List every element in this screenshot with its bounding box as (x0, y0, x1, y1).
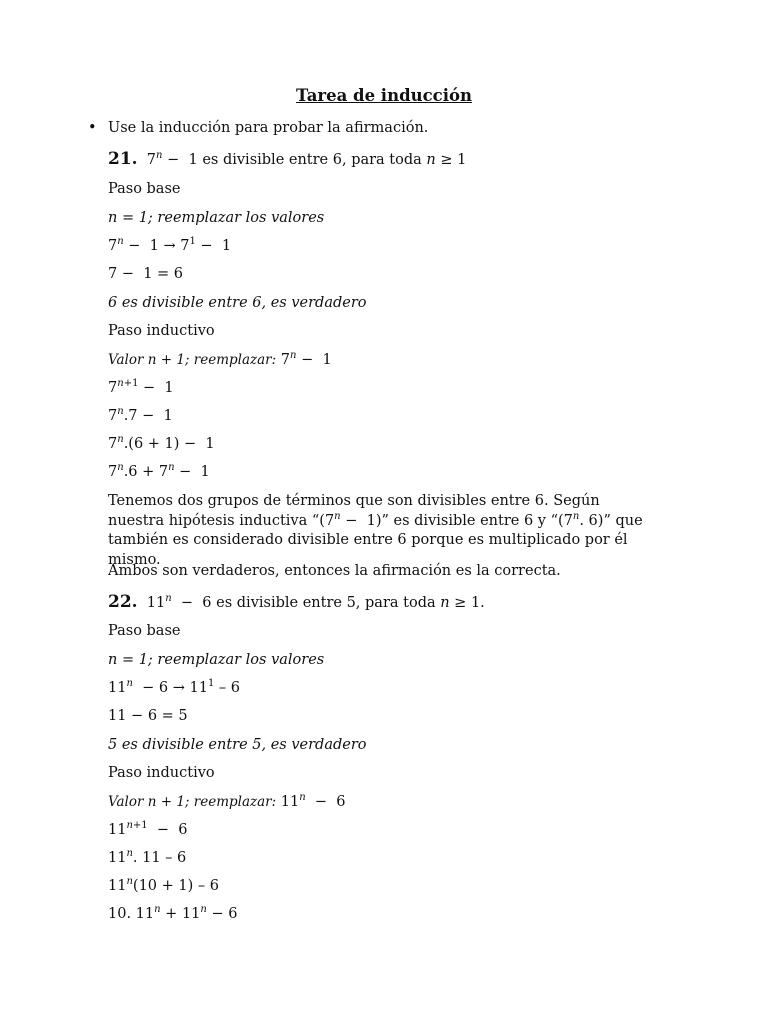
problem-22-number: 22 (108, 592, 132, 612)
problem-22-statement: 22. 11$^n$ − 6 es divisible entre 5, para toda n ≥ 1. (108, 592, 485, 612)
problem-21-base-step-2: 7 − 1 = 6 (108, 266, 184, 282)
problem-21-step-1: $7^{n+1} - 1$ (108, 378, 174, 396)
problem-22-base-step-2: 11 − 6 = 5 (108, 708, 188, 724)
problem-21-base-step-1: $7^n - 1 \to 7^1 - 1$ (108, 236, 232, 254)
problem-22-step-3: $11^n(10 + 1) - 6$ (108, 876, 219, 894)
problem-22-step-1: $11^{n+1} - 6$ (108, 820, 188, 838)
problem-22-step-2: 11$^n$. 11 – 6 (108, 848, 187, 866)
problem-21-base-n: n = 1; reemplazar los valores (108, 210, 325, 226)
instruction-bullet (88, 120, 428, 136)
bullet-icon: • (88, 120, 97, 136)
problem-21-inductive-label: Paso inductivo (108, 323, 215, 339)
problem-22-base-label: Paso base (108, 623, 181, 639)
problem-21-step-4: $7^n.6 + 7^n - 1$ (108, 462, 210, 480)
problem-21-number: 21 (108, 149, 132, 169)
instruction-text: Use la inducción para probar la afirmación. (108, 120, 429, 136)
problem-21-explanation: Tenemos dos grupos de términos que son divisibles entre 6. Según nuestra hipótesis inductiva “$(7^n - 1)$” es divisible entre 6 y “(7$^n$. 6)” que también es considerado divisible entre 6 porque es multiplicado por él mismo. (108, 493, 643, 568)
problem-22-base-n: n = 1; reemplazar los valores (108, 652, 325, 668)
problem-22-inductive-value: Valor n + 1; reemplazar: 11$^n$ − 6 (108, 792, 346, 810)
problem-22-base-truth: 5 es divisible entre 5, es verdadero (108, 737, 367, 753)
problem-22-statement-text: es divisible entre 5, para toda (216, 595, 436, 611)
problem-21-statement-text: es divisible entre 6, para toda (202, 152, 422, 168)
problem-21-conclusion: Ambos son verdaderos, entonces la afirmación es la correcta. (108, 563, 561, 579)
problem-21-statement: 21. $7^n - 1$ es divisible entre 6, para toda n ≥ 1 (108, 149, 467, 169)
problem-21-base-truth: 6 es divisible entre 6, es verdadero (108, 295, 367, 311)
problem-21-step-3: $7^n.(6 + 1) - 1$ (108, 434, 215, 452)
problem-21-step-2: $7^n.7 - 1$ (108, 406, 173, 424)
problem-21-inductive-value: Valor n + 1; reemplazar: $7^n - 1$ (108, 350, 332, 368)
problem-22-base-step-1: $11^n - 6 \to 11^1 - 6$ (108, 678, 241, 696)
problem-21-base-label: Paso base (108, 181, 181, 197)
problem-22-step-4: 10. $11^n + 11^n - 6$ (108, 904, 238, 922)
problem-22-inductive-label: Paso inductivo (108, 765, 215, 781)
page-title: Tarea de inducción (296, 86, 472, 105)
